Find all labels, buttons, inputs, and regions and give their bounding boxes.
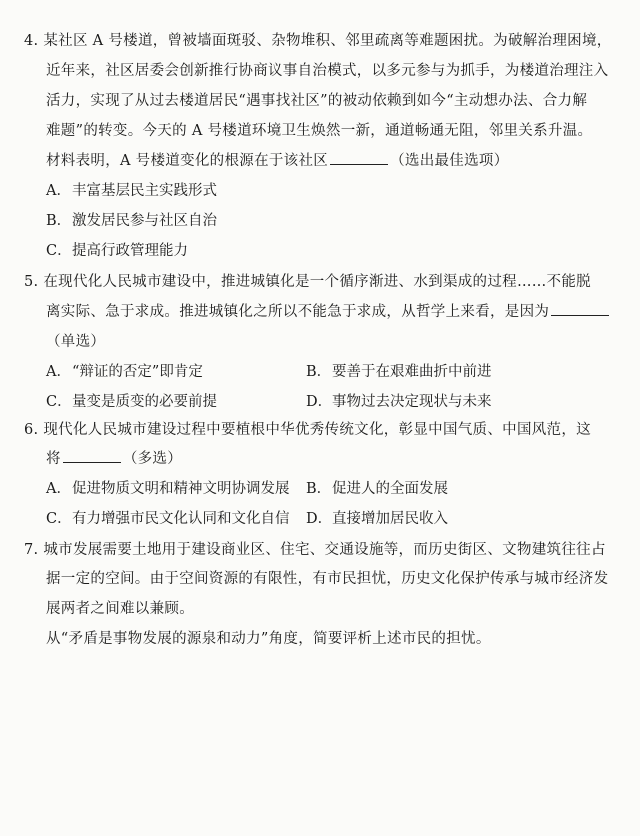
question-7-line-3: 展两者之间难以兼顾。 xyxy=(46,601,194,617)
answer-blank[interactable] xyxy=(551,303,609,316)
stem-text: 将 xyxy=(46,451,61,467)
question-7-line-2: 据一定的空间。由于空间资源的有限性，有市民担忧，历史文化保护传承与城市经济发 xyxy=(46,571,609,587)
question-5-line-1 xyxy=(24,272,591,292)
option-b[interactable]: B．促进人的全面发展 xyxy=(306,481,448,497)
question-7-prompt: 从“矛盾是事物发展的源泉和动力”角度，简要评析上述市民的担忧。 xyxy=(46,631,491,647)
question-number: 6. xyxy=(24,422,39,438)
question-4-line-2: 近年来，社区居委会创新推行协商议事自治模式，以多元参与为抓手，为楼道治理注入 xyxy=(46,63,609,79)
question-6-line-1 xyxy=(24,420,591,440)
question-7-line-1 xyxy=(24,540,606,560)
option-d[interactable]: D．事物过去决定现状与未来 xyxy=(306,394,492,410)
question-text: 在现代化人民城市建设中，推进城镇化是一个循序渐进、水到渠成的过程……不能脱 xyxy=(43,274,591,290)
question-4-line-3: 活力，实现了从过去楼道居民“遇事找社区”的被动依赖到如今“主动想办法、合力解 xyxy=(46,93,588,109)
question-text: 现代化人民城市建设过程中要植根中华优秀传统文化，彰显中国气质、中国风范，这 xyxy=(43,422,591,438)
question-number: 5. xyxy=(24,274,39,290)
question-number: 7. xyxy=(24,542,39,558)
answer-blank[interactable] xyxy=(63,450,121,463)
option-d[interactable]: D．直接增加居民收入 xyxy=(306,511,448,527)
option-a[interactable]: A．“辩证的否定”即肯定 xyxy=(46,364,203,380)
question-text: 城市发展需要土地用于建设商业区、住宅、交通设施等，而历史街区、文物建筑往往占 xyxy=(43,542,606,558)
question-4-line-4: 难题”的转变。今天的 A 号楼道环境卫生焕然一新，通道畅通无阻，邻里关系升温。 xyxy=(46,123,593,139)
option-a[interactable]: A．促进物质文明和精神文明协调发展 xyxy=(46,481,290,497)
stem-text: 离实际、急于求成。推进城镇化之所以不能急于求成，从哲学上来看，是因为 xyxy=(46,304,550,320)
question-5-instruction: （单选） xyxy=(46,334,106,350)
option-a[interactable]: A．丰富基层民主实践形式 xyxy=(46,183,217,199)
option-c[interactable]: C．量变是质变的必要前提 xyxy=(46,394,217,410)
stem-instruction: （选出最佳选项） xyxy=(390,153,509,169)
stem-instruction: （多选） xyxy=(122,451,183,467)
question-5-line-2 xyxy=(46,302,611,322)
option-c[interactable]: C．提高行政管理能力 xyxy=(46,243,188,259)
question-number: 4. xyxy=(24,33,39,49)
question-4-stem xyxy=(46,151,509,171)
answer-blank[interactable] xyxy=(330,152,388,165)
option-c[interactable]: C．有力增强市民文化认同和文化自信 xyxy=(46,511,290,527)
stem-text: 材料表明，A 号楼道变化的根源在于该社区 xyxy=(46,153,329,169)
question-4-line-1 xyxy=(24,31,612,51)
question-text: 某社区 A 号楼道，曾被墙面斑驳、杂物堆积、邻里疏离等难题困扰。为破解治理困境， xyxy=(43,33,612,49)
option-b[interactable]: B．激发居民参与社区自治 xyxy=(46,213,217,229)
question-6-line-2 xyxy=(46,449,182,469)
option-b[interactable]: B．要善于在艰难曲折中前进 xyxy=(306,364,492,380)
